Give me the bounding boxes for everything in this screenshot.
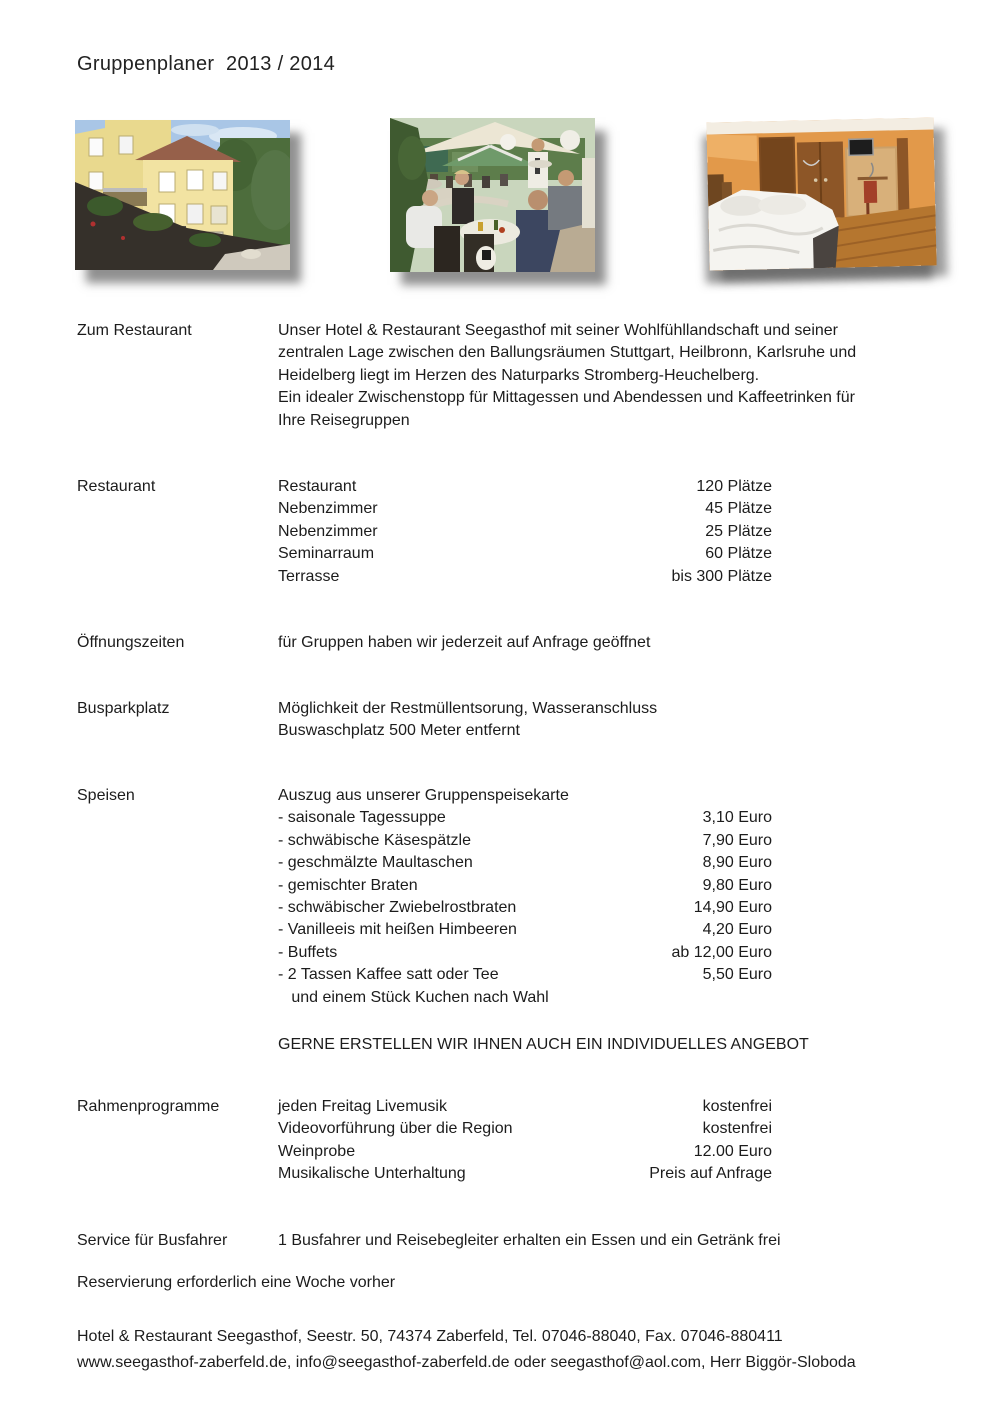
section-service-busfahrer bbox=[77, 1230, 927, 1252]
section-label-zum-restaurant: Zum Restaurant bbox=[77, 322, 192, 339]
photo-hotel-exterior bbox=[75, 120, 290, 270]
room-capacity: 60 Plätze bbox=[705, 545, 772, 563]
menu-row bbox=[278, 875, 772, 897]
dish-price: 14,90 Euro bbox=[693, 899, 772, 917]
photo-terrace-guests bbox=[390, 118, 595, 272]
paragraph-line: Unser Hotel & Restaurant Seegasthof mit seiner Wohlfühllandschaft und seiner bbox=[278, 322, 839, 339]
section-label-restaurant: Restaurant bbox=[77, 478, 156, 495]
paragraph-line: Heidelberg liegt im Herzen des Naturparks Stromberg-Heuchelberg. bbox=[278, 366, 760, 384]
section-zum-restaurant bbox=[77, 320, 927, 432]
dish-name: - schwäbischer Zwiebelrostbraten bbox=[278, 899, 517, 917]
menu-row bbox=[278, 830, 772, 852]
dish-price: 3,10 Euro bbox=[702, 809, 772, 827]
dish-name: - gemischter Braten bbox=[278, 876, 418, 894]
section-label-speisen: Speisen bbox=[77, 787, 135, 804]
section-label-rahmenprogramme: Rahmenprogramme bbox=[77, 1098, 220, 1115]
section-busparkplatz bbox=[77, 698, 927, 743]
menu-row bbox=[278, 942, 772, 964]
capacity-row bbox=[278, 498, 772, 520]
program-name: jeden Freitag Livemusik bbox=[278, 1098, 447, 1115]
page-title: Gruppenplaner 2013 / 2014 bbox=[77, 53, 335, 75]
dish-price: ab 12,00 Euro bbox=[671, 943, 772, 961]
paragraph-line: Ihre Reisegruppen bbox=[278, 411, 410, 429]
menu-row bbox=[278, 964, 772, 986]
room-name: Terrasse bbox=[278, 567, 340, 585]
hotel-exterior-image bbox=[75, 120, 290, 270]
menu-table bbox=[278, 807, 772, 1009]
guest-room-image bbox=[706, 117, 936, 270]
room-capacity: 45 Plätze bbox=[705, 500, 772, 518]
capacity-row bbox=[278, 476, 772, 498]
photo-guest-room bbox=[706, 117, 936, 270]
room-name: Nebenzimmer bbox=[278, 500, 378, 518]
dish-name: - schwäbische Käsespätzle bbox=[278, 831, 471, 849]
dish-price: 9,80 Euro bbox=[702, 876, 772, 894]
paragraph-line: Ein idealer Zwischenstopp für Mittagessen und Abendessen und Kaffeetrinken für bbox=[278, 389, 855, 407]
dish-price: 7,90 Euro bbox=[702, 831, 772, 849]
program-price: kostenfrei bbox=[702, 1120, 772, 1138]
section-speisen bbox=[77, 785, 927, 1009]
footer-contact-line: www.seegasthof-zaberfeld.de, info@seegasthof-zaberfeld.de oder seegasthof@aol.com, Herr Biggör-Sloboda bbox=[77, 1354, 856, 1371]
speisen-intro: Auszug aus unserer Gruppenspeisekarte bbox=[278, 787, 569, 804]
capacity-row bbox=[278, 566, 772, 588]
capacity-row bbox=[278, 521, 772, 543]
service-text bbox=[278, 1230, 927, 1252]
program-price: 12.00 Euro bbox=[693, 1142, 772, 1160]
section-label-service: Service für Busfahrer bbox=[77, 1232, 228, 1249]
program-name: Weinprobe bbox=[278, 1142, 356, 1160]
room-name: Seminarraum bbox=[278, 545, 375, 563]
room-name: Nebenzimmer bbox=[278, 522, 378, 540]
zum-restaurant-text bbox=[278, 320, 927, 432]
section-rahmenprogramme bbox=[77, 1096, 927, 1186]
dish-name: - 2 Tassen Kaffee satt oder Tee bbox=[278, 966, 499, 984]
paragraph-line: für Gruppen haben wir jederzeit auf Anfrage geöffnet bbox=[278, 634, 651, 651]
program-name: Musikalische Unterhaltung bbox=[278, 1165, 466, 1183]
paragraph-line: Buswaschplatz 500 Meter entfernt bbox=[278, 722, 520, 740]
dish-name: - Buffets bbox=[278, 943, 338, 961]
terrace-guests-image bbox=[390, 118, 595, 272]
menu-row bbox=[278, 852, 772, 874]
room-name: Restaurant bbox=[278, 478, 357, 495]
program-price: Preis auf Anfrage bbox=[649, 1165, 772, 1183]
capacity-row bbox=[278, 543, 772, 565]
busparkplatz-text bbox=[278, 698, 927, 743]
paragraph-line: 1 Busfahrer und Reisebegleiter erhalten ein Essen und ein Getränk frei bbox=[278, 1232, 781, 1249]
room-capacity: 25 Plätze bbox=[705, 522, 772, 540]
section-label-oeffnungszeiten: Öffnungszeiten bbox=[77, 634, 185, 651]
program-row bbox=[278, 1141, 772, 1163]
program-table bbox=[278, 1096, 772, 1186]
section-restaurant bbox=[77, 476, 927, 588]
program-name: Videovorführung über die Region bbox=[278, 1120, 513, 1138]
dish-price: 5,50 Euro bbox=[702, 966, 772, 984]
oeffnungszeiten-text bbox=[278, 632, 927, 654]
section-oeffnungszeiten bbox=[77, 632, 927, 654]
capacity-table bbox=[278, 476, 772, 588]
dish-name: - geschmälzte Maultaschen bbox=[278, 854, 473, 872]
dish-price: 8,90 Euro bbox=[702, 854, 772, 872]
paragraph-line: zentralen Lage zwischen den Ballungsräumen Stuttgart, Heilbronn, Karlsruhe und bbox=[278, 344, 857, 362]
room-capacity: bis 300 Plätze bbox=[671, 567, 772, 585]
menu-row bbox=[278, 987, 772, 1009]
room-capacity: 120 Plätze bbox=[696, 478, 772, 495]
dish-name: und einem Stück Kuchen nach Wahl bbox=[278, 988, 549, 1006]
section-label-busparkplatz: Busparkplatz bbox=[77, 700, 170, 717]
program-row bbox=[278, 1096, 772, 1118]
reservation-note: Reservierung erforderlich eine Woche vorher bbox=[77, 1274, 396, 1291]
dish-name: - saisonale Tagessuppe bbox=[278, 809, 446, 827]
program-row bbox=[278, 1163, 772, 1185]
menu-row bbox=[278, 897, 772, 919]
program-price: kostenfrei bbox=[702, 1098, 772, 1115]
dish-price: 4,20 Euro bbox=[702, 921, 772, 939]
dish-name: - Vanilleeis mit heißen Himbeeren bbox=[278, 921, 517, 939]
individual-offer-note: GERNE ERSTELLEN WIR IHNEN AUCH EIN INDIVIDUELLES ANGEBOT bbox=[278, 1036, 809, 1053]
footer-address-line: Hotel & Restaurant Seegasthof, Seestr. 50, 74374 Zaberfeld, Tel. 07046-88040, Fax. 07046-880411 bbox=[77, 1328, 783, 1345]
speisen-content bbox=[278, 785, 927, 1009]
program-row bbox=[278, 1118, 772, 1140]
menu-row bbox=[278, 807, 772, 829]
menu-row bbox=[278, 919, 772, 941]
paragraph-line: Möglichkeit der Restmüllentsorung, Wasseranschluss bbox=[278, 700, 658, 717]
